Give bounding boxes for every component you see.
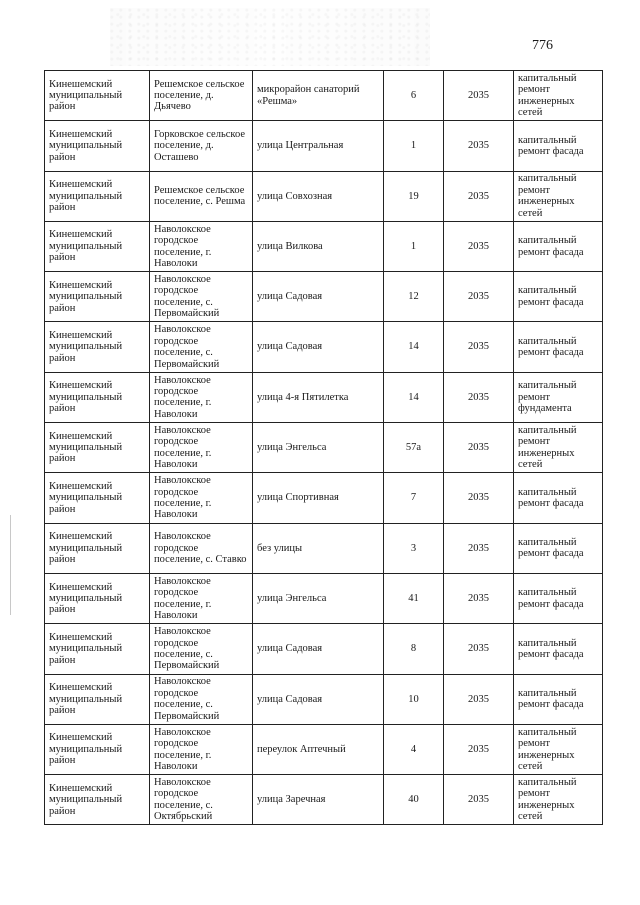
cell-year: 2035 [444,624,514,674]
cell-work-type: капитальный ремонт фасада [514,573,603,623]
table-row [45,674,603,724]
cell-house-number: 3 [384,523,444,573]
cell-district: Кинешемский муниципальный район [45,523,150,573]
table-row [45,523,603,573]
cell-year: 2035 [444,171,514,221]
cell-house-number: 8 [384,624,444,674]
cell-house-number: 12 [384,272,444,322]
cell-year: 2035 [444,674,514,724]
cell-year: 2035 [444,724,514,774]
cell-street: улица Садовая [253,322,384,372]
cell-settlement: Наволокское городское поселение, с. Первомайский [150,272,253,322]
cell-street: переулок Аптечный [253,724,384,774]
scan-artifact [110,8,430,66]
cell-street: улица Спортивная [253,473,384,523]
cell-settlement: Наволокское городское поселение, с. Первомайский [150,322,253,372]
cell-work-type: капитальный ремонт фасада [514,322,603,372]
cell-year: 2035 [444,272,514,322]
cell-work-type: капитальный ремонт фасада [514,523,603,573]
cell-district: Кинешемский муниципальный район [45,624,150,674]
table-row [45,573,603,623]
table-row [45,724,603,774]
cell-street: улица Энгельса [253,423,384,473]
cell-house-number: 4 [384,724,444,774]
cell-year: 2035 [444,121,514,171]
cell-district: Кинешемский муниципальный район [45,724,150,774]
cell-house-number: 6 [384,71,444,121]
cell-settlement: Наволокское городское поселение, г. Наволоки [150,221,253,271]
cell-settlement: Наволокское городское поселение, г. Наволоки [150,724,253,774]
cell-street: улица Садовая [253,624,384,674]
cell-district: Кинешемский муниципальный район [45,423,150,473]
cell-district: Кинешемский муниципальный район [45,221,150,271]
cell-street: улица Заречная [253,775,384,825]
cell-street: улица Энгельса [253,573,384,623]
cell-street: микрорайон санаторий «Решма» [253,71,384,121]
cell-district: Кинешемский муниципальный район [45,121,150,171]
table-row [45,423,603,473]
repair-schedule-table [44,70,603,825]
cell-settlement: Решемское сельское поселение, с. Решма [150,171,253,221]
cell-settlement: Наволокское городское поселение, г. Наволоки [150,423,253,473]
cell-work-type: капитальный ремонт фасада [514,121,603,171]
cell-street: улица Совхозная [253,171,384,221]
cell-settlement: Наволокское городское поселение, с. Ставко [150,523,253,573]
cell-house-number: 14 [384,372,444,422]
table-body [45,71,603,825]
cell-year: 2035 [444,473,514,523]
cell-district: Кинешемский муниципальный район [45,473,150,523]
cell-house-number: 1 [384,121,444,171]
table-row [45,171,603,221]
cell-street: улица Садовая [253,674,384,724]
cell-district: Кинешемский муниципальный район [45,71,150,121]
table-row [45,624,603,674]
cell-settlement: Наволокское городское поселение, г. Наволоки [150,372,253,422]
cell-work-type: капитальный ремонт фасада [514,272,603,322]
cell-house-number: 7 [384,473,444,523]
table-row [45,775,603,825]
cell-house-number: 10 [384,674,444,724]
cell-house-number: 14 [384,322,444,372]
cell-house-number: 57а [384,423,444,473]
cell-work-type: капитальный ремонт инженерных сетей [514,423,603,473]
cell-district: Кинешемский муниципальный район [45,573,150,623]
cell-work-type: капитальный ремонт инженерных сетей [514,775,603,825]
cell-work-type: капитальный ремонт инженерных сетей [514,724,603,774]
cell-house-number: 40 [384,775,444,825]
cell-work-type: капитальный ремонт инженерных сетей [514,171,603,221]
cell-year: 2035 [444,573,514,623]
cell-year: 2035 [444,322,514,372]
cell-street: без улицы [253,523,384,573]
cell-house-number: 41 [384,573,444,623]
cell-work-type: капитальный ремонт инженерных сетей [514,71,603,121]
cell-district: Кинешемский муниципальный район [45,775,150,825]
cell-district: Кинешемский муниципальный район [45,674,150,724]
cell-district: Кинешемский муниципальный район [45,372,150,422]
cell-settlement: Решемское сельское поселение, д. Дьячево [150,71,253,121]
cell-district: Кинешемский муниципальный район [45,171,150,221]
cell-district: Кинешемский муниципальный район [45,272,150,322]
cell-house-number: 19 [384,171,444,221]
cell-settlement: Наволокское городское поселение, с. Первомайский [150,674,253,724]
cell-settlement: Горковское сельское поселение, д. Осташево [150,121,253,171]
cell-district: Кинешемский муниципальный район [45,322,150,372]
table-row [45,221,603,271]
cell-year: 2035 [444,372,514,422]
cell-settlement: Наволокское городское поселение, г. Наволоки [150,473,253,523]
table-row [45,322,603,372]
cell-year: 2035 [444,523,514,573]
cell-street: улица Центральная [253,121,384,171]
table-row [45,121,603,171]
cell-year: 2035 [444,423,514,473]
cell-year: 2035 [444,71,514,121]
cell-settlement: Наволокское городское поселение, с. Октябрьский [150,775,253,825]
page-number: 776 [532,38,553,53]
table-row [45,71,603,121]
cell-work-type: капитальный ремонт фасада [514,473,603,523]
cell-street: улица 4-я Пятилетка [253,372,384,422]
cell-year: 2035 [444,221,514,271]
table-row [45,272,603,322]
cell-work-type: капитальный ремонт фасада [514,624,603,674]
table-row [45,473,603,523]
cell-street: улица Вилкова [253,221,384,271]
cell-settlement: Наволокское городское поселение, г. Наволоки [150,573,253,623]
cell-work-type: капитальный ремонт фасада [514,674,603,724]
cell-work-type: капитальный ремонт фундамента [514,372,603,422]
table-row [45,372,603,422]
margin-mark [10,515,11,615]
cell-year: 2035 [444,775,514,825]
cell-street: улица Садовая [253,272,384,322]
cell-work-type: капитальный ремонт фасада [514,221,603,271]
cell-settlement: Наволокское городское поселение, с. Первомайский [150,624,253,674]
cell-house-number: 1 [384,221,444,271]
